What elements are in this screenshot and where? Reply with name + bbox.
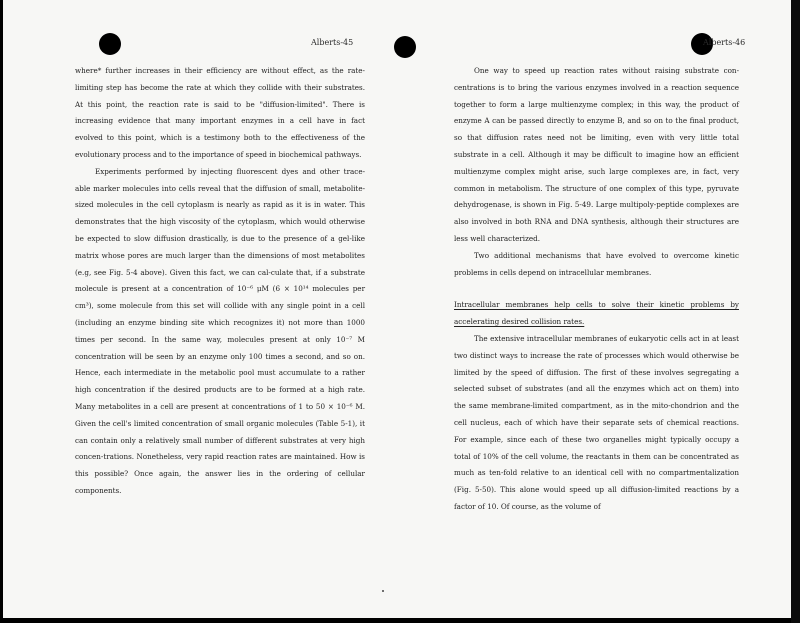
right-paragraph-2: Two additional mechanisms that have evolved to overcome kinetic problems in cells depend on intracellular membranes. (454, 250, 739, 277)
right-paragraph-1: One way to speed up reaction rates without raising substrate con-centrations is to bring the various enzymes involved in a reaction sequence together to form a large multienzyme complex; in this way, the product of enzyme A can be passed directly to enzyme B, and so on to the final product, so that diffusion rates need not be limiting, even with very little total substrate in a cell. Although it may be difficult to imagine how an efficient multienzyme complex might arise, such large complexes are, in fact, very common in metabolism. The structure of one complex of this type, pyruvate dehydrogenase, is shown in Fig. 5-49. Large multipoly-peptide complexes are also involved in both RNA and DNA synthesis, although their structures are less well characterized. (454, 66, 739, 243)
binder-hole-left (99, 33, 121, 55)
right-page-header: Alberts-46 (703, 38, 746, 47)
left-page-column (75, 63, 365, 500)
left-paragraph-2: Experiments performed by injecting fluorescent dyes and other trace-able marker molecules into cells reveal that the diffusion of small, metabolite-sized molecules in the cell cytoplasm is nearly as rapid as it is in water. This demonstrates that the high viscosity of the cytoplasm, which would otherwise be expected to slow diffusion drastically, is due to the presence of a gel-like matrix whose pores are much larger than the dimensions of most metabolites (e.g, see Fig. 5-4 above). Given this fact, we can cal-culate that, if a substrate molecule is present at a concentration of 10⁻⁶ μM (6 × 10¹⁴ molecules per cm³), some molecule from this set will collide with any single point in a cell (including an enzyme binding site which recognizes it) not more than 1000 times per second. In the same way, molecules present at only 10⁻⁷ M concentration will be seen by an enzyme only 100 times a second, and so on. Hence, each intermediate in the metabolic pool must accumulate to a rather high concentration if the desired products are to be formed at a high rate. Many metabolites in a cell are present at concentrations of 1 to 50 × 10⁻⁶ M. Given the cell's limited concentration of small organic molecules (Table 5-1), it can contain only a relatively small number of different substrates at very high concen-trations. Nonetheless, very rapid reaction rates are maintained. How is this possible? Once again, the answer lies in the ordering of cellular components. (75, 166, 365, 495)
document-page (3, 0, 791, 618)
left-paragraph-1: where* further increases in their efficiency are without effect, as the rate-limiting step has become the rate at which they collide with their substrates. At this point, the reaction rate is said to be "diffusion-limited". There is increasing evidence that many important enzymes in a cell have in fact evolved to this point, which is a testimony both to the effectiveness of the evolutionary process and to the importance of speed in biochemical pathways. (75, 66, 365, 159)
scan-edge (791, 0, 800, 623)
left-page-header: Alberts-45 (311, 38, 354, 47)
binder-hole-center (394, 36, 416, 58)
section-heading: Intracellular membranes help cells to solve their kinetic problems by accelerating desired collision rates. (454, 300, 739, 327)
right-paragraph-3: The extensive intracellular membranes of eukaryotic cells act in at least two distinct ways to increase the rate of processes which would otherwise be limited by the speed of diffusion. The first of these involves segregating a selected subset of substrates (and all the enzymes which act on them) into the same membrane-limited compartment, as in the mito-chondrion and the cell nucleus, each of which have their separate sets of chemical reactions. For example, since each of these two organelles might typically occupy a total of 10% of the cell volume, the reactants in them can be concentrated as much as ten-fold relative to an identical cell with no compartmentalization (Fig. 5-50). This alone would speed up all diffusion-limited reactions by a factor of 10. Of course, as the volume of (454, 333, 739, 511)
scan-speck (382, 590, 384, 592)
right-page-column (454, 63, 739, 516)
